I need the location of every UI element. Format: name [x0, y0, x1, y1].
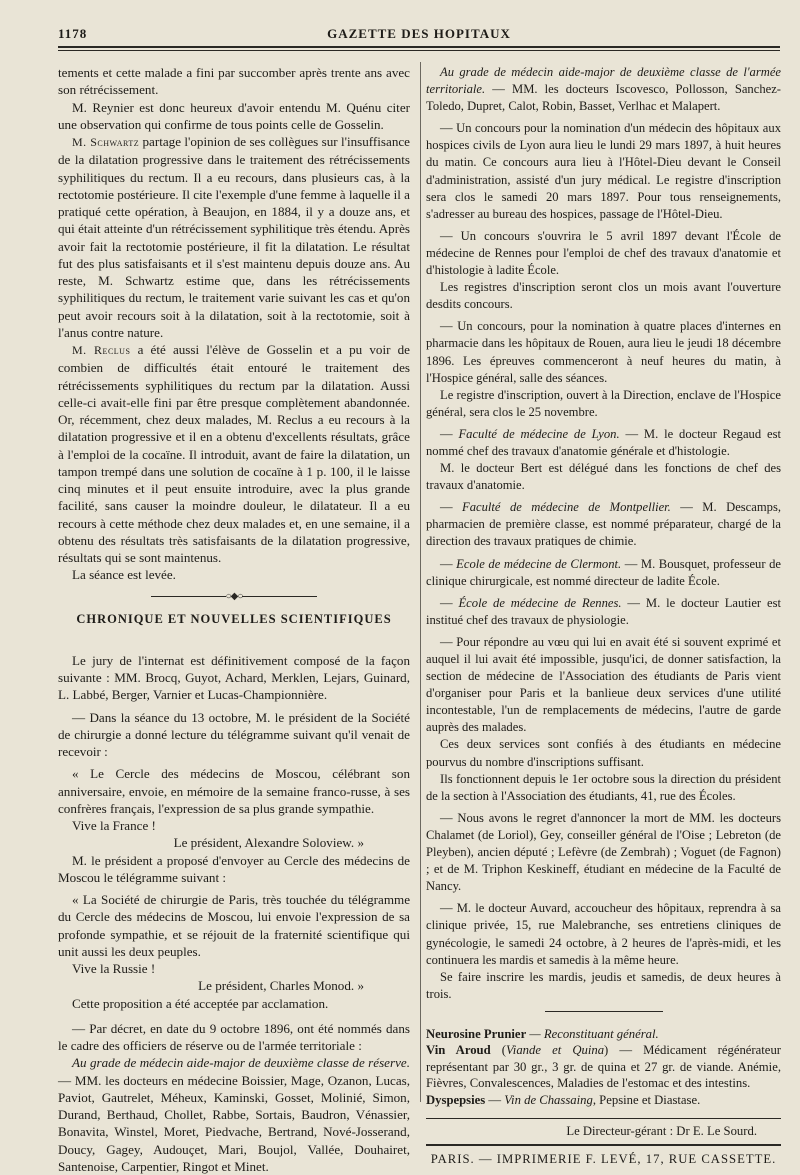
paragraph: « Le Cercle des médecins de Moscou, célébrant son anniversaire, envoie, en mémoire de la semaine franco-russe, à ses confrères français, l'expression de sa plus grande sympathie. — [58, 766, 410, 816]
paragraph: M. Reynier est donc heureux d'avoir entendu M. Quénu citer une observation qui confirme de tous points celle de Gosselin. — [58, 99, 410, 132]
speaker-name: M. Schwartz — [72, 135, 140, 149]
page-header — [58, 26, 780, 46]
paragraph: — Un concours pour la nomination d'un médecin des hôpitaux aux hospices civils de Lyon aura lieu le lundi 29 mars 1897, à huit heures du matin. Ce concours aura lieu à l'Hôtel-Dieu devant le Conseil d'administration, assisté d'un jury médical. Le registre d'inscription sera clos le samedi 20 mars 1897. Pour tous renseignements, s'adresser au bureau des hospices, passage de l'Hôtel-Dieu. — [426, 121, 781, 221]
paragraph: Le registre d'inscription, ouvert à la Direction, enclave de l'Hospice général, sera clos le 25 novembre. — [426, 387, 781, 419]
journal-title: GAZETTE DES HOPITAUX — [327, 26, 511, 41]
header-rule-thin — [58, 50, 780, 51]
paragraph: M. le président a proposé d'envoyer au Cercle des médecins de Moscou le télégramme suivant : — [58, 852, 410, 885]
paragraph: Vive la France ! — [72, 818, 156, 833]
paragraph: M. le docteur Bert est délégué dans les fonctions de chef des travaux d'anatomie. — [426, 461, 781, 493]
paragraph: tements et cette malade a fini par succomber après trente ans avec son rétrécissement. — [58, 65, 410, 98]
paragraph: Se faire inscrire les mardis, jeudis et samedis, de deux heures à trois. — [426, 969, 781, 1001]
signature: Le président, Charles Monod. » — [198, 978, 364, 994]
director-line: Le Directeur-gérant : Dr E. Le Sourd. — [566, 1124, 757, 1139]
paragraph: Au grade de médecin aide-major de deuxième classe de réserve. — MM. les docteurs en médecine Boissier, Mage, Ozanon, Lucas, Paviot, Gautrelet, Méheux, Kaminski, Gosset, Molinié, Simon, Durand, Berthaud, Chollet, Rabbe, Sortais, Baudron, Vénassier, Bonavita, Winstel, Moret, Piedvache, Bertrand, Nové-Josserand, Doucy, Gagey, Audouçet, Mari, Boujol, Vallée, Douhairet, Santenoise, Carpentier, Ringot et Minet. — [58, 1055, 410, 1174]
paragraph: — Un concours s'ouvrira le 5 avril 1897 devant l'École de médecine de Rennes pour l'emploi de chef des travaux d'anatomie et d'histologie à ladite École. — [426, 228, 781, 278]
section-title: CHRONIQUE ET NOUVELLES SCIENTIFIQUES — [76, 611, 392, 626]
footer-rule-thick — [426, 1144, 781, 1146]
ad-dyspepsies: Dyspepsies — Vin de Chassaing, Pepsine et Diastase. — [426, 1092, 701, 1107]
short-rule — [545, 1011, 663, 1012]
paragraph: — Nous avons le regret d'annoncer la mort de MM. les docteurs Chalamet (de Loriol), Gey, conseiller général de l'Oise ; Lebreton (de Pleyben), ancien député ; Lefèvre (de Zembrah) ; Voguet (de Fagnon) ; et de M. Triphon Keskineff, étudiant en médecine de la Faculté de Nancy. — [426, 810, 781, 894]
left-column — [58, 64, 410, 1175]
paragraph: — Pour répondre au vœu qui lui en avait été si souvent exprimé et auquel il lui avait été impossible, jusqu'ici, de donner satisfaction, la section de médecine de l'Association des étudiants de Paris vient d'organiser pour Paris et la banlieue deux services d'une utilité incontestable, l'un de remplacements de médecins, l'autre de garde auprès des malades. — [426, 634, 781, 735]
paragraph: Ces deux services sont confiés à des étudiants en médecine pourvus du nombre d'inscriptions suffisant. — [426, 737, 781, 769]
paragraph: — Faculté de médecine de Lyon. — M. le docteur Regaud est nommé chef des travaux d'anatomie générale et d'histologie. — [426, 426, 781, 458]
paragraph: Au grade de médecin aide-major de deuxième classe de l'armée territoriale. — MM. les docteurs Iscovesco, Pollosson, Sanchez-Toledo, Dupret, Calot, Robin, Basset, Verlhac et Malapert. — [426, 65, 781, 114]
paragraph: Cette proposition a été acceptée par acclamation. — [72, 995, 329, 1011]
page-number: 1178 — [58, 26, 88, 41]
printer-line: PARIS. — IMPRIMERIE F. LEVÉ, 17, RUE CASSETTE. — [430, 1151, 777, 1166]
paragraph: — M. le docteur Auvard, accoucheur des hôpitaux, reprendra à sa clinique privée, 15, rue Malebranche, ses entretiens cliniques de gynécologie, le samedi 24 octobre, à 2 heures de l'après-midi, et les continuera les mardis et samedis à la même heure. — [426, 901, 781, 967]
speaker-name: M. Reclus — [72, 343, 131, 357]
advertisements — [426, 1026, 781, 1168]
paragraph: — École de médecine de Rennes. — M. le docteur Lautier est institué chef des travaux de physiologie. — [426, 595, 781, 627]
paragraph: M. Reclus a été aussi l'élève de Gosselin et a pu voir de combien de difficultés était entouré le traitement des rétrécissements syphilitiques du rectum par la dilatation. Aussi celle-ci avait-elle fini par être presque complètement abandonnée. Or, récemment, chez deux malades, M. Reclus a eu recours à la dilatation progressive et il en a obtenu d'excellents résultats, grâce à l'emploi de la cocaïne. Il introduit, avant de faire la dilatation, un tampon trempé dans une solution de cocaïne à 1 p. 100, il le laisse cinq minutes et il peut ensuite introduire, avec la plus grande facilité, sans causer la moindre douleur, le dilatateur. Il a eu recours à cette méthode chez deux malades et, en une semaine, il a obtenu des résultats très satisfaisants de la dilatation progressive, résultats qui se sont maintenus. — [58, 342, 410, 565]
paragraph: M. Schwartz partage l'opinion de ses collègues sur l'insuffisance de la dilatation progressive dans le traitement des rétrécissements syphilitiques du rectum. Il a eu recours, dans plusieurs cas, à la rectotomie postérieure. Il cite l'exemple d'une femme à laquelle il a pratiqué cette opération, à Beaujon, en 1884, il y a douze ans, et qui était atteinte d'un rétrécissement syphilitique très étendu. Après avoir fait la rectotomie postérieure, il fit la dilatation. Le résultat fut des plus satisfaisants et il s'est maintenu depuis douze ans. Au reste, M. Schwartz estime que, dans les rétrécissements syphilitiques du rectum, le traitement varie suivant les cas et qu'on peut avoir recours soit à la dilatation, soit à la rectotomie, soit à l'anus contre nature. — [58, 134, 410, 340]
paragraph: La séance est levée. — [72, 567, 176, 583]
paragraph: — Un concours, pour la nomination à quatre places d'internes en pharmacie dans les hôpitaux de Rouen, aura lieu le jeudi 18 décembre 1896. Les épreuves commenceront à neuf heures du matin, à l'Hospice général, salle des séances. — [426, 319, 781, 385]
column-divider — [420, 62, 421, 1102]
paragraph: — Faculté de médecine de Montpellier. — M. Descamps, pharmacien de première classe, est nommé préparateur, chargé de la direction des travaux pratiques de chimie. — [426, 500, 782, 549]
ad-vin-aroud: Vin Aroud (Viande et Quina) — Médicament régénérateur représentant par 30 gr., 3 gr. de quina et 27 gr. de viande. Anémie, Fièvres, Convalescences, Maladies de l'estomac et des intestins. — [426, 1043, 782, 1091]
paragraph: « La Société de chirurgie de Paris, très touchée du télégramme du Cercle des médecins de Moscou, lui envoie l'expression de sa profonde sympathie, et se réjouit de la fraternité scientifique qui unit aussi les deux peuples. — [58, 892, 410, 959]
paragraph: Ils fonctionnent depuis le 1er octobre sous la direction du président de la section à l'Association des étudiants, 41, rue des Écoles. — [426, 771, 781, 803]
paragraph: Le jury de l'internat est définitivement composé de la façon suivante : MM. Brocq, Guyot, Achard, Merklen, Lejars, Guinard, L. Labbé, Berger, Varnier et Lucas-Championnière. — [58, 652, 410, 703]
right-column — [426, 64, 781, 1167]
ad-neurosine: Neurosine Prunier — Reconstituant général. — [426, 1026, 659, 1041]
paragraph: — Dans la séance du 13 octobre, M. le président de la Société de chirurgie a donné lecture du télégramme suivant qu'il venait de recevoir : — [58, 709, 410, 759]
footer-rule — [426, 1118, 781, 1119]
ornament-separator: ○◆○ — [58, 588, 410, 605]
header-rule — [58, 46, 780, 48]
paragraph: Vive la Russie ! — [72, 961, 156, 976]
paragraph: — Par décret, en date du 9 octobre 1896, ont été nommés dans le cadre des officiers de réserve ou de l'armée territoriale : — [58, 1020, 410, 1053]
paragraph: Les registres d'inscription seront clos un mois avant l'ouverture desdits concours. — [426, 280, 781, 312]
paragraph: — Ecole de médecine de Clermont. — M. Bousquet, professeur de clinique chirurgicale, est nommé directeur de ladite École. — [426, 556, 781, 588]
signature: Le président, Alexandre Soloview. » — [173, 835, 364, 851]
